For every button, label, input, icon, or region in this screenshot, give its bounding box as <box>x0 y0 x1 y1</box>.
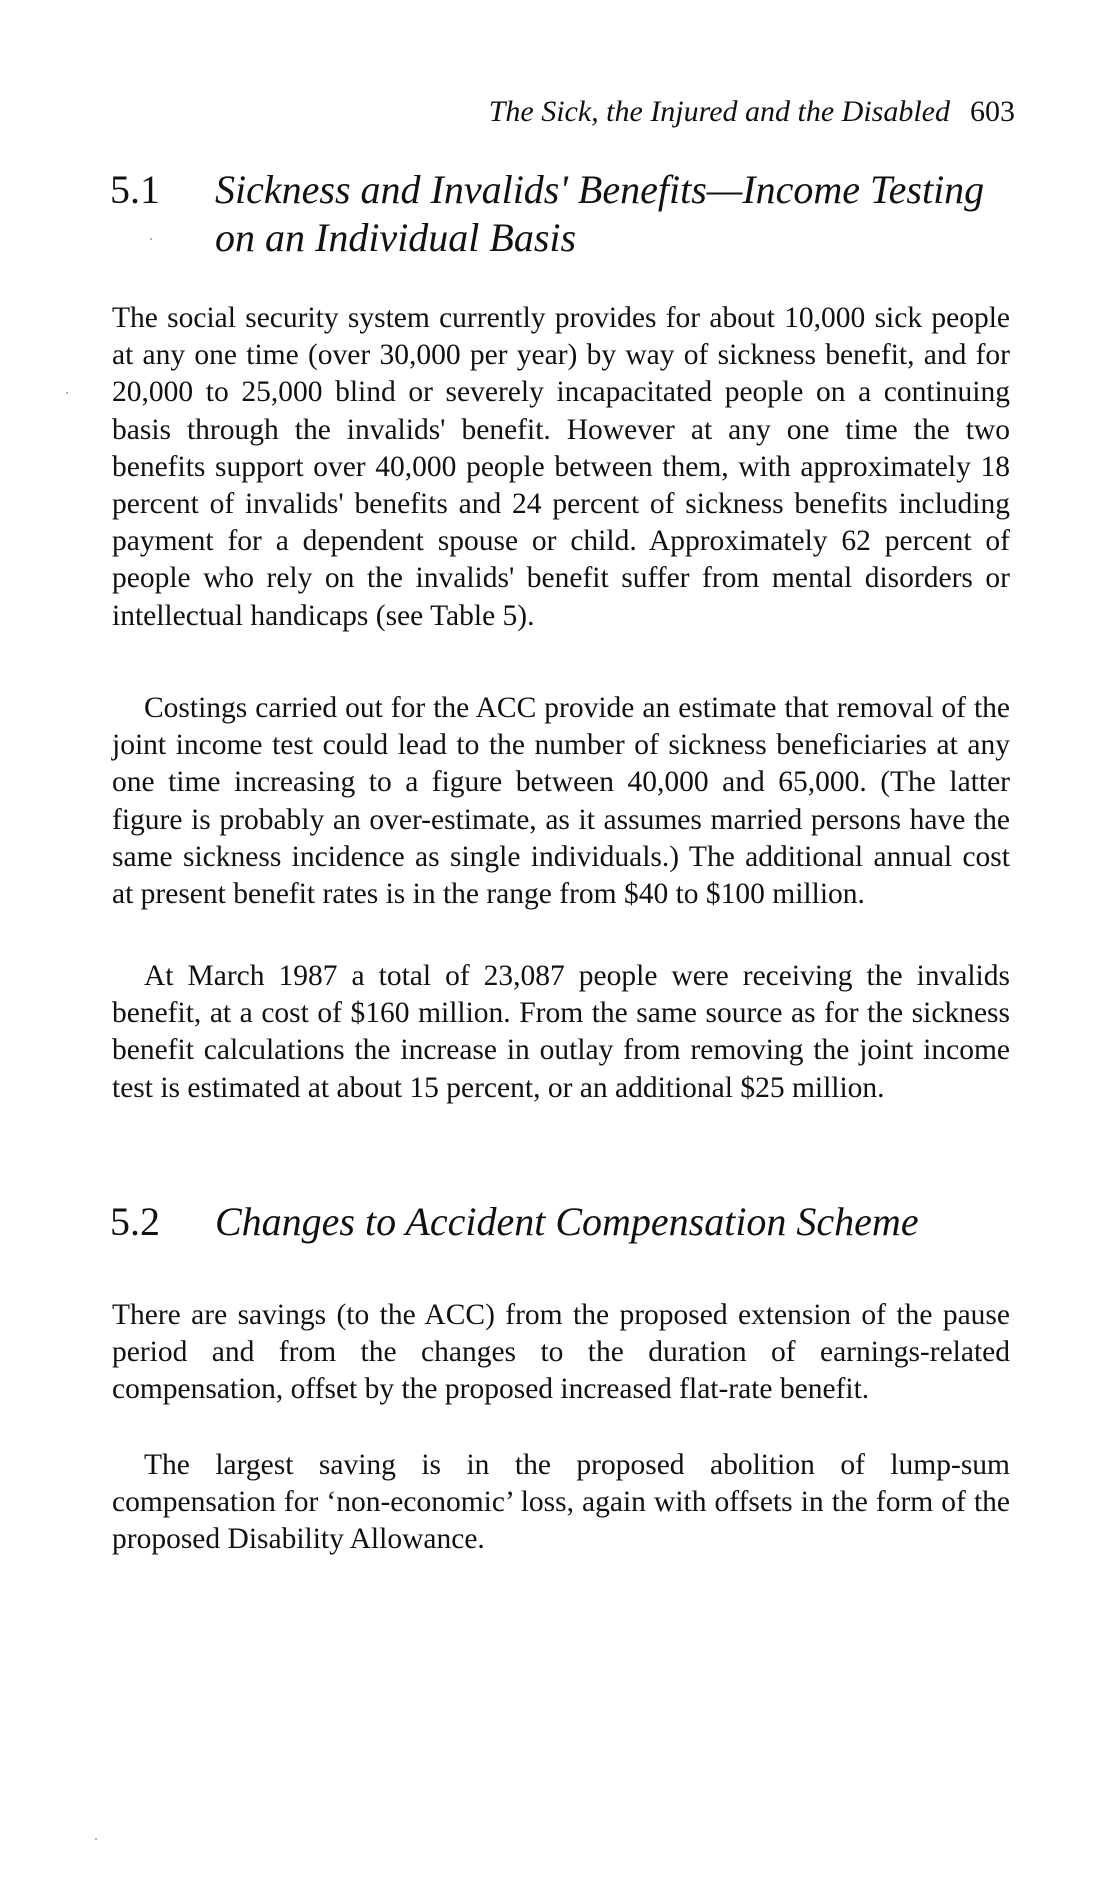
section-number: 5.2 <box>110 1199 160 1244</box>
scan-speck <box>95 1838 97 1840</box>
scan-speck <box>150 238 152 240</box>
running-head-title: The Sick, the Injured and the Disabled <box>488 95 950 128</box>
scan-speck <box>66 392 68 394</box>
section-number: 5.1 <box>110 167 160 212</box>
section-title: Sickness and Invalids' Benefits—Income Testing on an Individual Basis <box>215 167 985 260</box>
running-head <box>110 92 1015 132</box>
body-paragraph: Costings carried out for the ACC provide an estimate that removal of the joint income test could lead to the number of sickness beneficiaries at any one time increasing to a figure between 40,000 and 65,000. (The latter figure is probably an over-estimate, as it assumes married persons have the same sickness incidence as single individuals.) The additional annual cost at present benefit rates is in the range from $40 to $100 million. <box>112 692 1010 911</box>
body-paragraph: The largest saving is in the proposed abolition of lump-sum compensation for ‘non-economic’ loss, again with offsets in the form of the proposed Disability Allowance. <box>112 1449 1010 1556</box>
section-heading-5-2 <box>110 1198 1030 1246</box>
body-paragraph: There are savings (to the ACC) from the proposed extension of the pause period and from the changes to the duration of earnings-related compensation, offset by the proposed increased flat-rate benefit. <box>112 1299 1010 1406</box>
body-paragraph: At March 1987 a total of 23,087 people were receiving the invalids benefit, at a cost of $160 million. From the same source as for the sickness benefit calculations the increase in outlay from removing the joint income test is estimated at about 15 percent, or an additional $25 million. <box>112 960 1010 1104</box>
page-number: 603 <box>970 95 1015 128</box>
body-paragraph: The social security system currently provides for about 10,000 sick people at any one time (over 30,000 per year) by way of sickness benefit, and for 20,000 to 25,000 blind or severely incapacitated people on a continuing basis through the invalids' benefit. However at any one time the two benefits support over 40,000 people between them, with approximately 18 percent of invalids' benefits and 24 percent of sickness benefits including payment for a dependent spouse or child. Approximately 62 percent of people who rely on the invalids' benefit suffer from mental disorders or intellectual handicaps (see Table 5). <box>112 302 1010 632</box>
section-heading-5-1 <box>110 166 1030 262</box>
section-title: Changes to Accident Compensation Scheme <box>215 1199 919 1244</box>
